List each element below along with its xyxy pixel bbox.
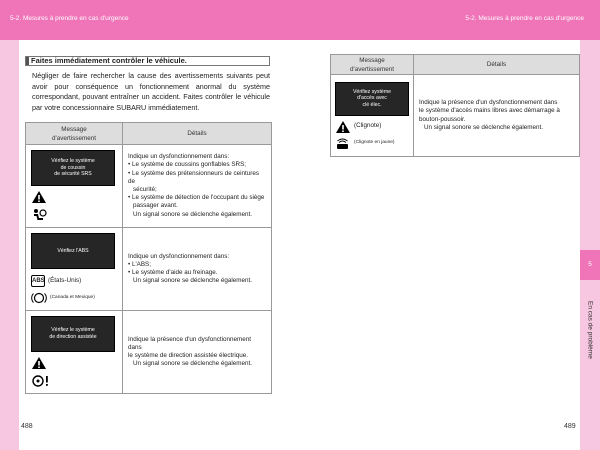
keyless-access-icon	[335, 138, 351, 150]
intro-paragraph: Négliger de faire rechercher la cause des avertissements suivants peut avoir pour conséquence un fonctionnement anormal du système correspondant, pouvant entraîner un accident. Faites contrôler le véhicule par votre concessionnaire SUBARU immédiatement.	[32, 71, 270, 112]
page-number-left: 488	[21, 423, 33, 430]
header-details: Détails	[123, 123, 272, 145]
power-steering-icon	[31, 374, 51, 388]
header-details: Détails	[414, 55, 580, 75]
warning-screen: Vérifiez le système de coussin de sécurité SRS	[31, 150, 115, 186]
warning-triangle-icon	[335, 120, 351, 134]
label-blink-yellow: (Clignote en jaune)	[354, 140, 395, 146]
warning-screen: Vérifiez système d'accès avec clé élec.	[335, 82, 409, 116]
label-blink: (Clignote)	[354, 122, 382, 130]
header-title-right: 5-2. Mesures à prendre en cas d'urgence	[465, 15, 584, 22]
section-heading: Faites immédiatement contrôler le véhicule.	[25, 56, 270, 66]
left-warning-table	[25, 122, 272, 394]
chapter-title: En cas de problème	[586, 301, 594, 359]
airbag-occupant-icon	[31, 208, 47, 222]
header-bar	[0, 0, 600, 40]
right-margin-strip	[580, 40, 600, 450]
warning-screen: Vérifiez le système de direction assistée	[31, 316, 115, 352]
table-row	[331, 75, 580, 157]
header-message: Message d'avertissement	[331, 55, 414, 75]
message-cell	[331, 75, 414, 157]
details-cell: Indique la présence d'un dysfonctionnement dans le système d'accès mains libres avec démarrage à bouton-poussoir. Un signal sonore se déclenche également.	[414, 75, 580, 157]
header-title-left: 5-2. Mesures à prendre en cas d'urgence	[10, 15, 129, 22]
warning-screen: Vérifiez l'ABS	[31, 233, 115, 269]
message-cell	[26, 145, 123, 228]
left-margin-strip	[0, 40, 19, 450]
abs-circle-icon	[31, 291, 47, 305]
page-number-right: 489	[564, 423, 576, 430]
details-cell: Indique un dysfonctionnement dans: • Le système de coussins gonflables SRS; • Le système des prétensionneurs de ceintures de sécurité; • Le système de détection de l'occupant du siège passager avant. Un signal sonore se déclenche également.	[123, 145, 272, 228]
details-cell: Indique un dysfonctionnement dans: • L'ABS; • Le système d'aide au freinage. Un signal sonore se déclenche également.	[123, 228, 272, 311]
table-row	[26, 311, 272, 394]
chapter-tab[interactable]: 5	[580, 250, 600, 280]
label-us: (États-Unis)	[48, 276, 82, 284]
table-row	[26, 145, 272, 228]
right-warning-table	[330, 54, 580, 157]
message-cell	[26, 228, 123, 311]
label-canada-mexico: (Canada et Mexique)	[50, 294, 95, 300]
warning-triangle-icon	[31, 356, 47, 370]
message-cell	[26, 311, 123, 394]
abs-icon: ABS	[31, 275, 45, 287]
header-message: Message d'avertissement	[26, 123, 123, 145]
warning-triangle-icon	[31, 190, 47, 204]
details-cell: Indique la présence d'un dysfonctionnement dans le système de direction assistée électrique. Un signal sonore se déclenche également.	[123, 311, 272, 394]
table-row	[26, 228, 272, 311]
